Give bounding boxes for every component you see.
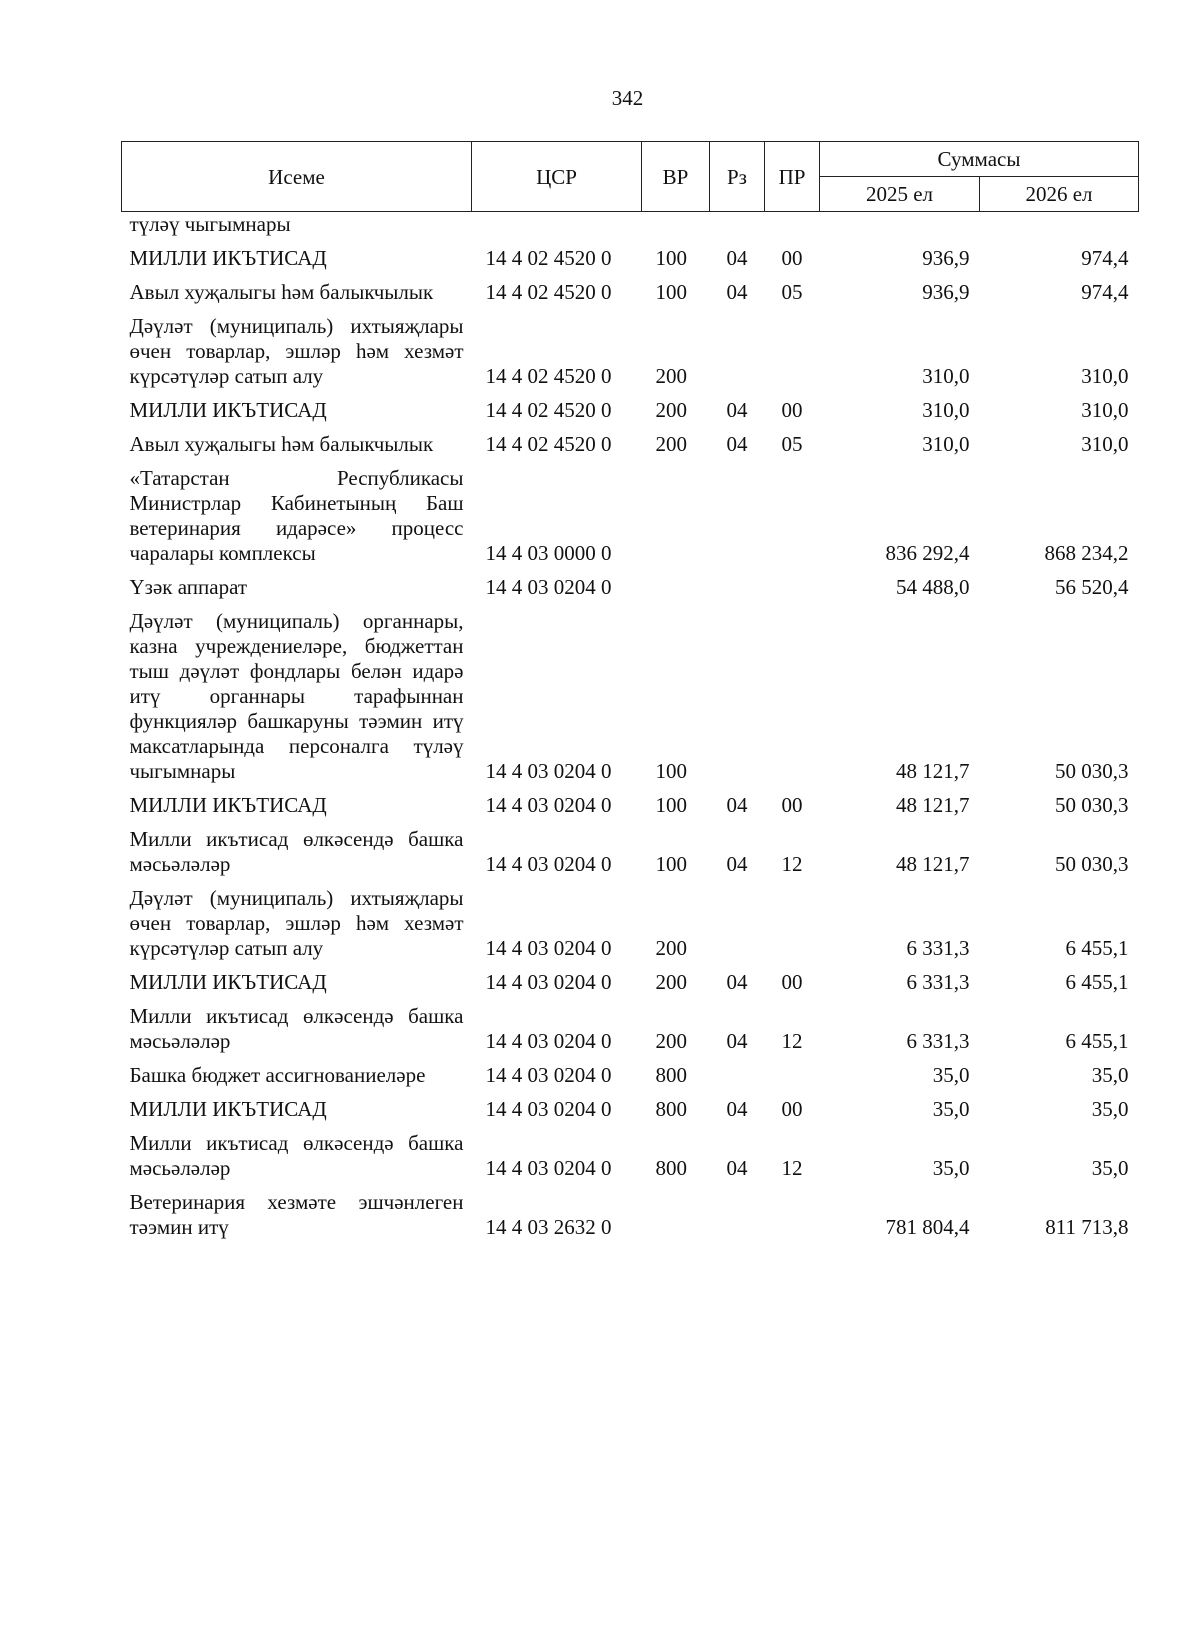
cell-amount-2025	[820, 212, 980, 238]
cell-amount-2026: 50 030,3	[1055, 759, 1129, 783]
cell-amount-2025: 35,0	[932, 1063, 970, 1087]
cell-amount-2026: 50 030,3	[1055, 852, 1129, 876]
table-row	[122, 818, 1139, 877]
cell-name: Дәүләт (муниципаль) ихтыяҗлары өчен товарлар, эшләр һәм хезмәт күрсәтүләр сатып алу	[129, 314, 464, 388]
table-row	[122, 1181, 1139, 1240]
cell-rz	[710, 1054, 765, 1088]
cell-csr: 14 4 03 0204 0	[485, 793, 612, 817]
cell-name: Авыл хуҗалыгы һәм балыкчылык	[129, 280, 434, 304]
cell-vr: 200	[655, 432, 687, 456]
cell-vr: 200	[655, 936, 687, 960]
cell-pr: 00	[781, 793, 803, 817]
table-row	[122, 1054, 1139, 1088]
cell-amount-2025: 35,0	[932, 1097, 970, 1121]
cell-rz: 04	[726, 970, 748, 994]
cell-rz	[710, 600, 765, 784]
table-row	[122, 877, 1139, 961]
cell-amount-2026: 310,0	[1081, 398, 1129, 422]
cell-amount-2025: 310,0	[922, 432, 970, 456]
table-row	[122, 389, 1139, 423]
cell-name: МИЛЛИ ИКЪТИСАД	[129, 793, 327, 817]
cell-name: МИЛЛИ ИКЪТИСАД	[129, 398, 327, 422]
cell-amount-2025: 836 292,4	[885, 541, 970, 565]
cell-rz	[710, 457, 765, 566]
cell-vr: 800	[655, 1156, 687, 1180]
cell-vr: 200	[655, 1029, 687, 1053]
cell-amount-2026: 35,0	[1091, 1097, 1129, 1121]
cell-csr: 14 4 02 4520 0	[485, 432, 612, 456]
cell-name: Милли икътисад өлкәсендә башка мәсьәләләр	[129, 1131, 464, 1180]
table-row	[122, 995, 1139, 1054]
cell-vr	[642, 566, 710, 600]
header-year-2025: 2025 ел	[820, 177, 980, 212]
cell-amount-2026: 310,0	[1081, 364, 1129, 388]
cell-rz	[710, 1181, 765, 1240]
budget-table	[121, 141, 1139, 1240]
cell-name: Дәүләт (муниципаль) ихтыяҗлары өчен товарлар, эшләр һәм хезмәт күрсәтүләр сатып алу	[129, 886, 464, 960]
cell-amount-2026: 811 713,8	[1045, 1215, 1129, 1239]
cell-vr: 100	[655, 280, 687, 304]
cell-rz: 04	[726, 1156, 748, 1180]
cell-vr: 800	[655, 1097, 687, 1121]
cell-name: «Татарстан Республикасы Министрлар Кабинетының Баш ветеринария идарәсе» процесс чаралары комплексы	[129, 466, 464, 565]
cell-csr: 14 4 03 0204 0	[485, 1156, 612, 1180]
cell-rz	[710, 877, 765, 961]
cell-amount-2025: 48 121,7	[896, 852, 970, 876]
cell-vr: 200	[655, 970, 687, 994]
header-rz: Рз	[710, 142, 765, 212]
cell-name: МИЛЛИ ИКЪТИСАД	[129, 1097, 327, 1121]
cell-vr: 100	[655, 759, 687, 783]
cell-amount-2026: 6 455,1	[1065, 1029, 1129, 1053]
header-vr: ВР	[642, 142, 710, 212]
cell-pr: 00	[781, 970, 803, 994]
cell-csr: 14 4 03 0204 0	[485, 759, 612, 783]
page-number: 342	[611, 86, 644, 110]
table-row	[122, 212, 1139, 238]
cell-rz: 04	[726, 432, 748, 456]
cell-rz: 04	[726, 280, 748, 304]
table-row	[122, 237, 1139, 271]
cell-amount-2025: 936,9	[922, 246, 970, 270]
cell-amount-2026	[980, 212, 1139, 238]
cell-amount-2026: 6 455,1	[1065, 936, 1129, 960]
table-row	[122, 961, 1139, 995]
header-sums: Суммасы	[820, 142, 1139, 177]
table-body	[122, 212, 1139, 1241]
cell-pr: 12	[781, 1029, 803, 1053]
cell-amount-2026: 974,4	[1081, 280, 1129, 304]
cell-pr: 05	[781, 432, 803, 456]
cell-name: МИЛЛИ ИКЪТИСАД	[129, 246, 327, 270]
cell-pr	[765, 1181, 820, 1240]
cell-amount-2026: 35,0	[1091, 1156, 1129, 1180]
cell-name: Башка бюджет ассигнованиеләре	[129, 1063, 426, 1087]
cell-pr: 00	[781, 398, 803, 422]
table-row	[122, 600, 1139, 784]
cell-rz: 04	[726, 852, 748, 876]
cell-csr: 14 4 03 0204 0	[485, 1029, 612, 1053]
cell-amount-2025: 310,0	[922, 364, 970, 388]
cell-vr: 200	[655, 364, 687, 388]
cell-vr	[642, 1181, 710, 1240]
cell-rz: 04	[726, 1097, 748, 1121]
cell-csr: 14 4 02 4520 0	[485, 398, 612, 422]
cell-vr: 800	[655, 1063, 687, 1087]
cell-csr: 14 4 03 0204 0	[485, 970, 612, 994]
cell-name: түләү чыгымнары	[129, 212, 291, 236]
cell-amount-2025: 6 331,3	[906, 936, 970, 960]
header-name: Исеме	[122, 142, 472, 212]
cell-vr: 100	[655, 246, 687, 270]
table-row	[122, 566, 1139, 600]
cell-rz	[710, 566, 765, 600]
cell-amount-2025: 6 331,3	[906, 970, 970, 994]
cell-csr: 14 4 03 0204 0	[485, 1063, 612, 1087]
cell-rz: 04	[726, 793, 748, 817]
cell-rz: 04	[726, 1029, 748, 1053]
table-header	[122, 142, 1139, 212]
table-row	[122, 784, 1139, 818]
cell-csr: 14 4 03 0204 0	[485, 1097, 612, 1121]
cell-vr	[642, 212, 710, 238]
header-csr: ЦСР	[472, 142, 642, 212]
cell-csr: 14 4 03 0204 0	[485, 575, 612, 599]
cell-amount-2026: 56 520,4	[1055, 575, 1129, 599]
table-row	[122, 423, 1139, 457]
cell-rz	[710, 212, 765, 238]
cell-name: Дәүләт (муниципаль) органнары, казна учреждениеләре, бюджеттан тыш дәүләт фондлары белән идарә итү органнары тарафыннан функцияләр башкаруны тәэмин итү максатларында персоналга түләү чыгымнары	[129, 609, 464, 783]
table-row	[122, 305, 1139, 389]
cell-pr	[765, 600, 820, 784]
cell-pr	[765, 457, 820, 566]
cell-csr	[472, 212, 642, 238]
cell-name: МИЛЛИ ИКЪТИСАД	[129, 970, 327, 994]
table-row	[122, 1088, 1139, 1122]
cell-pr: 12	[781, 1156, 803, 1180]
cell-rz: 04	[726, 398, 748, 422]
cell-amount-2025: 936,9	[922, 280, 970, 304]
cell-pr	[765, 212, 820, 238]
cell-name: Ветеринария хезмәте эшчәнлеген тәэмин итү	[129, 1190, 464, 1239]
header-year-2026: 2026 ел	[980, 177, 1139, 212]
cell-csr: 14 4 03 2632 0	[485, 1215, 612, 1239]
cell-amount-2026: 868 234,2	[1044, 541, 1129, 565]
cell-vr: 100	[655, 793, 687, 817]
cell-amount-2025: 48 121,7	[896, 759, 970, 783]
cell-amount-2025: 35,0	[932, 1156, 970, 1180]
cell-name: Милли икътисад өлкәсендә башка мәсьәләләр	[129, 827, 464, 876]
cell-pr: 12	[781, 852, 803, 876]
cell-pr	[765, 877, 820, 961]
cell-name: Милли икътисад өлкәсендә башка мәсьәләләр	[129, 1004, 464, 1053]
cell-pr	[765, 305, 820, 389]
cell-amount-2025: 6 331,3	[906, 1029, 970, 1053]
cell-csr: 14 4 02 4520 0	[485, 280, 612, 304]
cell-pr: 00	[781, 1097, 803, 1121]
cell-rz: 04	[726, 246, 748, 270]
cell-amount-2025: 54 488,0	[896, 575, 970, 599]
cell-pr	[765, 1054, 820, 1088]
cell-pr	[765, 566, 820, 600]
table-row	[122, 271, 1139, 305]
cell-amount-2026: 50 030,3	[1055, 793, 1129, 817]
cell-pr: 05	[781, 280, 803, 304]
cell-csr: 14 4 02 4520 0	[485, 246, 612, 270]
cell-csr: 14 4 03 0204 0	[485, 936, 612, 960]
cell-amount-2026: 6 455,1	[1065, 970, 1129, 994]
cell-vr: 100	[655, 852, 687, 876]
table-row	[122, 1122, 1139, 1181]
cell-amount-2025: 48 121,7	[896, 793, 970, 817]
cell-csr: 14 4 03 0000 0	[485, 541, 612, 565]
cell-csr: 14 4 02 4520 0	[485, 364, 612, 388]
cell-amount-2026: 974,4	[1081, 246, 1129, 270]
cell-name: Авыл хуҗалыгы һәм балыкчылык	[129, 432, 434, 456]
cell-amount-2026: 35,0	[1091, 1063, 1129, 1087]
cell-amount-2025: 310,0	[922, 398, 970, 422]
cell-vr	[642, 457, 710, 566]
cell-csr: 14 4 03 0204 0	[485, 852, 612, 876]
cell-rz	[710, 305, 765, 389]
cell-amount-2025: 781 804,4	[885, 1215, 970, 1239]
cell-vr: 200	[655, 398, 687, 422]
cell-pr: 00	[781, 246, 803, 270]
table-row	[122, 457, 1139, 566]
header-pr: ПР	[765, 142, 820, 212]
cell-amount-2026: 310,0	[1081, 432, 1129, 456]
cell-name: Үзәк аппарат	[129, 575, 248, 599]
